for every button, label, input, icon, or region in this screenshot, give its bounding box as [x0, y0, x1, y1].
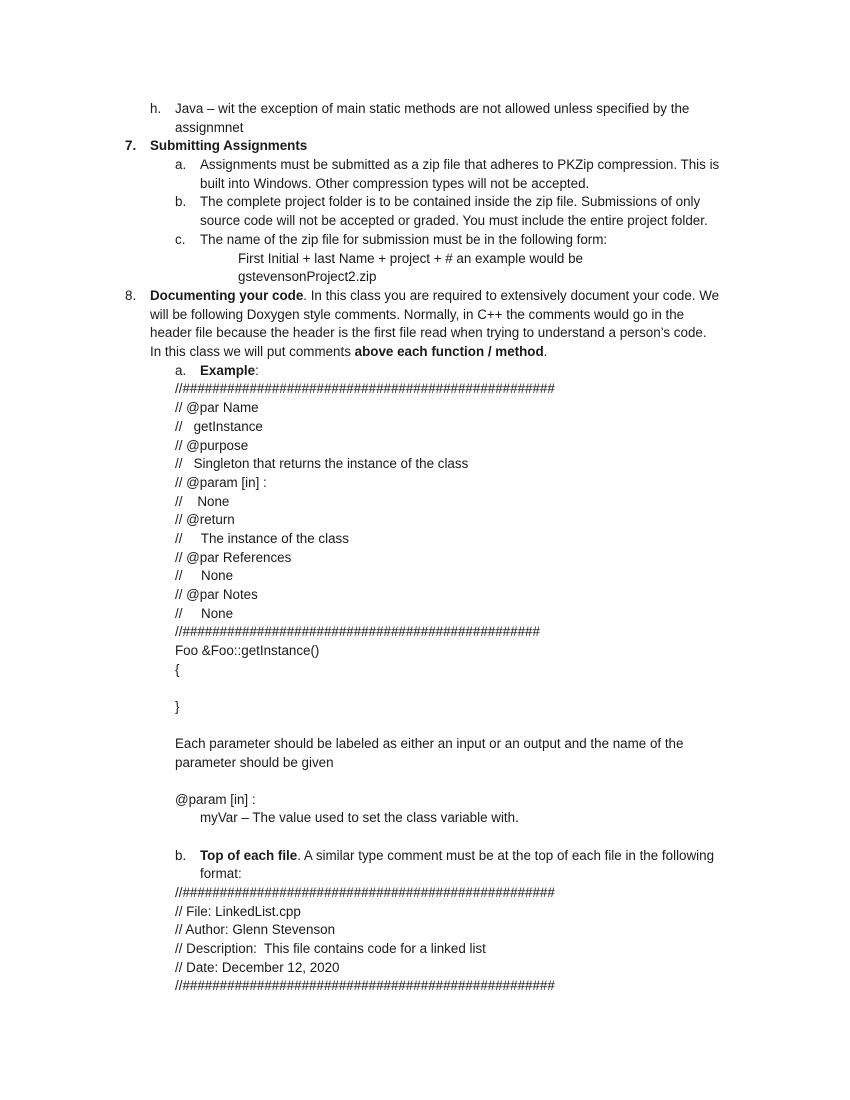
- section-8-line1: [150, 287, 719, 306]
- section-8-line3: header file because the header is the first file read when trying to understand a person’s code.: [150, 325, 707, 340]
- section-8-line1-rest: . In this class you are required to extensively document your code. We: [303, 288, 720, 303]
- code-line: // @param [in] :: [175, 475, 267, 490]
- list-marker-8a: a.: [175, 363, 187, 378]
- section-8-number: 8.: [125, 288, 137, 303]
- item-8b-line1: [200, 847, 714, 866]
- code-line: //##################################################: [175, 885, 555, 900]
- list-marker-7c: c.: [175, 232, 186, 247]
- item-7b-line1: The complete project folder is to be contained inside the zip file. Submissions of only: [200, 194, 701, 209]
- code-line: // None: [175, 568, 234, 583]
- section-8-line4-pre: In this class we will put comments: [150, 344, 355, 359]
- item-7a-line1: Assignments must be submitted as a zip file that adheres to PKZip compression. This is: [200, 157, 720, 172]
- item-7a-line2: built into Windows. Other compression types will not be accepted.: [200, 176, 590, 191]
- code-line: // @par References: [175, 550, 292, 565]
- code-line: //##################################################: [175, 381, 555, 396]
- code-line: // Date: December 12, 2020: [175, 960, 340, 975]
- item-8b-line1-rest: . A similar type comment must be at the top of each file in the following: [297, 848, 715, 863]
- item-h-text-line2: assignmnet: [175, 120, 244, 135]
- item-7b-line2: source code will not be accepted or graded. You must include the entire project folder.: [200, 213, 708, 228]
- section-8-line2: will be following Doxygen style comments. Normally, in C++ the comments would go in the: [150, 307, 685, 322]
- list-marker-h: h.: [150, 101, 162, 116]
- code-line: // None: [175, 494, 230, 509]
- code-line: // Singleton that returns the instance of the class: [175, 456, 469, 471]
- code-line: // @purpose: [175, 438, 249, 453]
- item-7c-line1: The name of the zip file for submission must be in the following form:: [200, 232, 608, 247]
- item-8a-para-line2: parameter should be given: [175, 755, 334, 770]
- section-8-heading: Documenting your code: [150, 288, 304, 303]
- code-line: // @par Name: [175, 400, 259, 415]
- list-marker-7b: b.: [175, 194, 187, 209]
- item-8b-line2: format:: [200, 866, 242, 881]
- code-line: // File: LinkedList.cpp: [175, 904, 301, 919]
- item-8a-label: Example: [200, 363, 256, 378]
- code-line: // The instance of the class: [175, 531, 349, 546]
- code-line: //##################################################: [175, 978, 555, 993]
- item-8a-label-line: [200, 362, 259, 381]
- code-line: {: [175, 662, 180, 677]
- item-8a-para-line1: Each parameter should be labeled as either an input or an output and the name of the: [175, 736, 684, 751]
- code-line: // getInstance: [175, 419, 263, 434]
- section-7-heading: Submitting Assignments: [150, 138, 308, 153]
- item-7c-example-filename: gstevensonProject2.zip: [238, 269, 377, 284]
- list-marker-7a: a.: [175, 157, 187, 172]
- code-line: Foo &Foo::getInstance(): [175, 643, 320, 658]
- code-line: // @par Notes: [175, 587, 258, 602]
- code-line: // None: [175, 606, 234, 621]
- list-marker-8b: b.: [175, 848, 187, 863]
- code-line: // @return: [175, 512, 235, 527]
- section-8-line4: [150, 343, 547, 362]
- section-8-line4-post: .: [543, 344, 548, 359]
- section-8-line4-emphasis: above each function / method: [354, 344, 544, 359]
- code-line: // Author: Glenn Stevenson: [175, 922, 336, 937]
- item-8a-label-suffix: :: [255, 363, 259, 378]
- code-line: // Description: This file contains code for a linked list: [175, 941, 486, 956]
- param-example-tag: @param [in] :: [175, 792, 256, 807]
- code-line: //################################################: [175, 624, 540, 639]
- item-h-text-line1: Java – wit the exception of main static methods are not allowed unless specified by the: [175, 101, 690, 116]
- item-7c-line2: First Initial + last Name + project + # an example would be: [238, 251, 583, 266]
- section-7-number: 7.: [125, 138, 137, 153]
- code-line: }: [175, 699, 180, 714]
- param-example-desc: myVar – The value used to set the class variable with.: [200, 810, 519, 825]
- item-8b-label: Top of each file: [200, 848, 298, 863]
